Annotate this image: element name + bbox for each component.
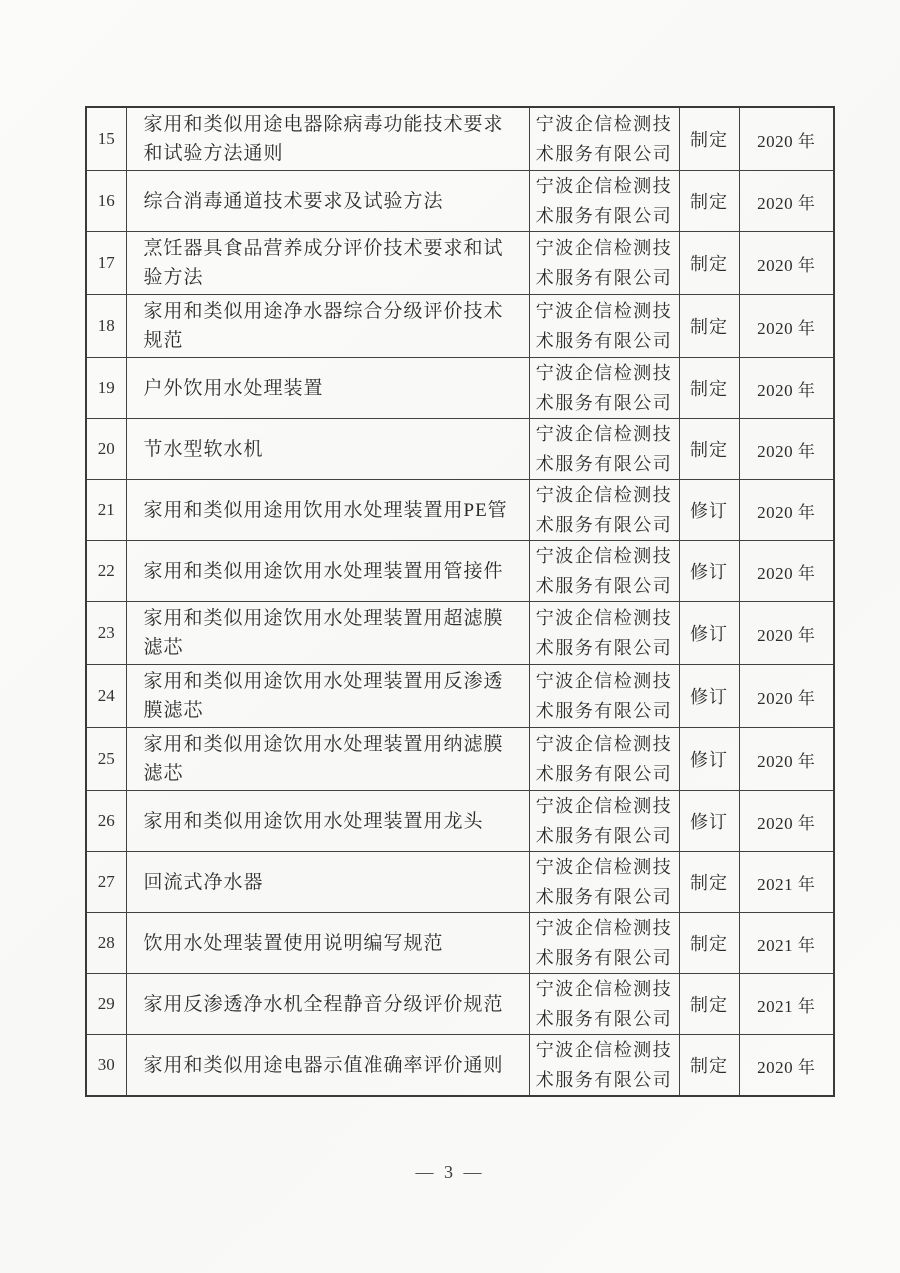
year-cell: 2020 年: [739, 107, 834, 171]
table-row: [86, 665, 834, 728]
table-row: [86, 107, 834, 171]
standard-title-cell: 家用和类似用途饮用水处理装置用管接件: [126, 541, 529, 602]
organization-cell: 宁波企信检测技术服务有限公司: [529, 602, 679, 665]
organization-cell: 宁波企信检测技术服务有限公司: [529, 232, 679, 295]
year-cell: 2021 年: [739, 913, 834, 974]
year-cell: 2020 年: [739, 295, 834, 358]
year-cell: 2020 年: [739, 232, 834, 295]
table-row: [86, 974, 834, 1035]
organization-cell: 宁波企信检测技术服务有限公司: [529, 1035, 679, 1097]
organization-cell: 宁波企信检测技术服务有限公司: [529, 913, 679, 974]
standard-title-cell: 家用和类似用途用饮用水处理装置用PE管: [126, 480, 529, 541]
row-number-cell: 21: [86, 480, 126, 541]
action-cell: 修订: [679, 791, 739, 852]
standard-title-cell: 家用和类似用途饮用水处理装置用纳滤膜滤芯: [126, 728, 529, 791]
year-cell: 2021 年: [739, 974, 834, 1035]
year-cell: 2020 年: [739, 728, 834, 791]
standards-table: [85, 106, 835, 1097]
organization-cell: 宁波企信检测技术服务有限公司: [529, 852, 679, 913]
action-cell: 修订: [679, 728, 739, 791]
row-number-cell: 18: [86, 295, 126, 358]
standard-title-cell: 家用和类似用途电器除病毒功能技术要求和试验方法通则: [126, 107, 529, 171]
action-cell: 制定: [679, 171, 739, 232]
standard-title-cell: 家用和类似用途净水器综合分级评价技术规范: [126, 295, 529, 358]
action-cell: 修订: [679, 541, 739, 602]
row-number-cell: 20: [86, 419, 126, 480]
organization-cell: 宁波企信检测技术服务有限公司: [529, 665, 679, 728]
table-row: [86, 1035, 834, 1097]
action-cell: 制定: [679, 232, 739, 295]
row-number-cell: 25: [86, 728, 126, 791]
row-number-cell: 24: [86, 665, 126, 728]
year-cell: 2020 年: [739, 602, 834, 665]
table-row: [86, 602, 834, 665]
row-number-cell: 27: [86, 852, 126, 913]
action-cell: 制定: [679, 419, 739, 480]
organization-cell: 宁波企信检测技术服务有限公司: [529, 419, 679, 480]
row-number-cell: 16: [86, 171, 126, 232]
row-number-cell: 30: [86, 1035, 126, 1097]
table-row: [86, 295, 834, 358]
action-cell: 制定: [679, 358, 739, 419]
organization-cell: 宁波企信检测技术服务有限公司: [529, 358, 679, 419]
year-cell: 2020 年: [739, 419, 834, 480]
row-number-cell: 22: [86, 541, 126, 602]
table-row: [86, 232, 834, 295]
row-number-cell: 28: [86, 913, 126, 974]
table-row: [86, 791, 834, 852]
row-number-cell: 23: [86, 602, 126, 665]
year-cell: 2021 年: [739, 852, 834, 913]
year-cell: 2020 年: [739, 791, 834, 852]
standard-title-cell: 家用和类似用途电器示值准确率评价通则: [126, 1035, 529, 1097]
row-number-cell: 15: [86, 107, 126, 171]
table-row: [86, 541, 834, 602]
year-cell: 2020 年: [739, 541, 834, 602]
standard-title-cell: 家用反渗透净水机全程静音分级评价规范: [126, 974, 529, 1035]
row-number-cell: 17: [86, 232, 126, 295]
standard-title-cell: 饮用水处理装置使用说明编写规范: [126, 913, 529, 974]
table-row: [86, 728, 834, 791]
row-number-cell: 29: [86, 974, 126, 1035]
table-row: [86, 913, 834, 974]
standard-title-cell: 综合消毒通道技术要求及试验方法: [126, 171, 529, 232]
standard-title-cell: 烹饪器具食品营养成分评价技术要求和试验方法: [126, 232, 529, 295]
action-cell: 制定: [679, 107, 739, 171]
standard-title-cell: 户外饮用水处理装置: [126, 358, 529, 419]
organization-cell: 宁波企信检测技术服务有限公司: [529, 107, 679, 171]
standard-title-cell: 家用和类似用途饮用水处理装置用龙头: [126, 791, 529, 852]
table-row: [86, 419, 834, 480]
organization-cell: 宁波企信检测技术服务有限公司: [529, 728, 679, 791]
row-number-cell: 19: [86, 358, 126, 419]
action-cell: 修订: [679, 665, 739, 728]
action-cell: 制定: [679, 1035, 739, 1097]
action-cell: 制定: [679, 913, 739, 974]
organization-cell: 宁波企信检测技术服务有限公司: [529, 171, 679, 232]
standard-title-cell: 节水型软水机: [126, 419, 529, 480]
year-cell: 2020 年: [739, 171, 834, 232]
action-cell: 制定: [679, 974, 739, 1035]
standard-title-cell: 家用和类似用途饮用水处理装置用反渗透膜滤芯: [126, 665, 529, 728]
year-cell: 2020 年: [739, 480, 834, 541]
action-cell: 制定: [679, 852, 739, 913]
standard-title-cell: 回流式净水器: [126, 852, 529, 913]
table-row: [86, 171, 834, 232]
organization-cell: 宁波企信检测技术服务有限公司: [529, 541, 679, 602]
action-cell: 制定: [679, 295, 739, 358]
table-row: [86, 852, 834, 913]
standard-title-cell: 家用和类似用途饮用水处理装置用超滤膜滤芯: [126, 602, 529, 665]
organization-cell: 宁波企信检测技术服务有限公司: [529, 295, 679, 358]
page-number: — 3 —: [415, 1162, 485, 1182]
year-cell: 2020 年: [739, 358, 834, 419]
row-number-cell: 26: [86, 791, 126, 852]
organization-cell: 宁波企信检测技术服务有限公司: [529, 791, 679, 852]
action-cell: 修订: [679, 480, 739, 541]
year-cell: 2020 年: [739, 1035, 834, 1097]
organization-cell: 宁波企信检测技术服务有限公司: [529, 480, 679, 541]
table-row: [86, 480, 834, 541]
table-row: [86, 358, 834, 419]
action-cell: 修订: [679, 602, 739, 665]
year-cell: 2020 年: [739, 665, 834, 728]
organization-cell: 宁波企信检测技术服务有限公司: [529, 974, 679, 1035]
